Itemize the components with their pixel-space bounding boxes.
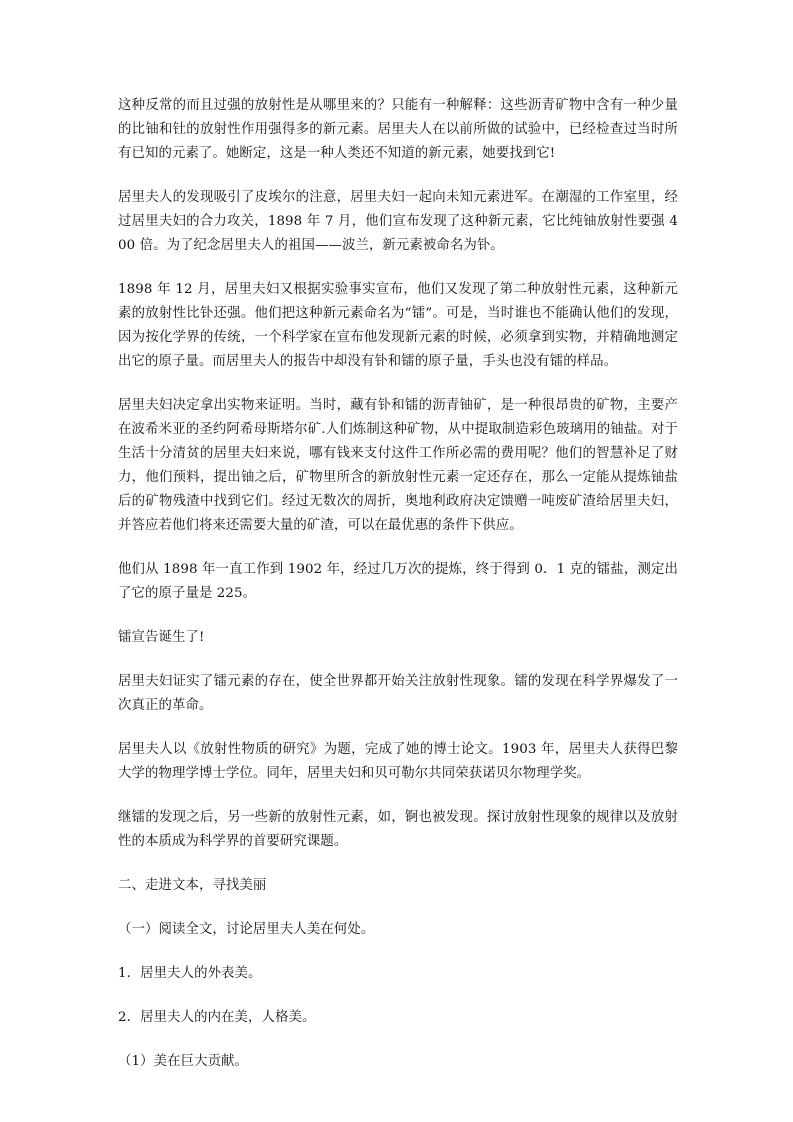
paragraph-radium-born: 镭宣告诞生了! bbox=[118, 630, 205, 645]
subsection-heading: （一）阅读全文，讨论居里夫人美在何处。 bbox=[118, 922, 375, 937]
paragraph-polonium-discovery: 居里夫人的发现吸引了皮埃尔的注意，居里夫妇一起向未知元素进军。在潮湿的工作室里，经过居里夫妇的合力攻关，1898 年 7 月，他们宣布发现了这种新元素，它比纯铀放射性要强 400 倍。为了纪念居里夫人的祖国——波兰，新元素被命名为钋。 bbox=[118, 190, 678, 253]
document-page bbox=[118, 94, 678, 1094]
paragraph-radioactivity-origin: 这种反常的而且过强的放射性是从哪里来的？只能有一种解释：这些沥青矿物中含有一种少量的比铀和钍的放射性作用强得多的新元素。居里夫人在以前所做的试验中，已经检查过当时所有已知的元素了。她断定，这是一种人类还不知道的新元素，她要找到它! bbox=[118, 98, 678, 161]
paragraph-new-elements: 继镭的发现之后，另一些新的放射性元素，如，锕也被发现。探讨放射性现象的规律以及放射性的本质成为科学界的首要研究课题。 bbox=[118, 810, 678, 849]
section-heading: 二、走进文本，寻找美丽 bbox=[118, 878, 267, 893]
paragraph-nobel-prize: 居里夫人以《放射性物质的研究》为题，完成了她的博士论文。1903 年，居里夫人获得巴黎大学的物理学博士学位。同年，居里夫妇和贝可勒尔共同荣获诺贝尔物理学奖。 bbox=[118, 742, 678, 781]
list-item-contribution: （1）美在巨大贡献。 bbox=[118, 1054, 249, 1069]
paragraph-ore-residue: 居里夫妇决定拿出实物来证明。当时，藏有钋和镭的沥青铀矿，是一种很昂贵的矿物，主要产在波希米亚的圣约阿希母斯塔尔矿.人们炼制这种矿物，从中提取制造彩色玻璃用的铀盐。对于生活十分清贫的居里夫妇来说，哪有钱来支付这件工作所必需的费用呢？他们的智慧补足了财力，他们预料，提出铀之后，矿物里所含的新放射性元素一定还存在，那么一定能从提炼铀盐后的矿物残渣中找到它们。经过无数次的周折，奥地利政府决定馈赠一吨废矿渣给居里夫妇，并答应若他们将来还需要大量的矿渣，可以在最优惠的条件下供应。 bbox=[118, 398, 678, 533]
list-item-outer-beauty: 1．居里夫人的外表美。 bbox=[118, 966, 262, 981]
paragraph-atomic-weight: 他们从 1898 年一直工作到 1902 年，经过几万次的提炼，终于得到 0．1 克的镭盐，测定出了它的原子量是 225。 bbox=[118, 562, 678, 601]
list-item-inner-beauty: 2．居里夫人的内在美，人格美。 bbox=[118, 1010, 316, 1025]
paragraph-revolution: 居里夫妇证实了镭元素的存在，使全世界都开始关注放射性现象。镭的发现在科学界爆发了一次真正的革命。 bbox=[118, 674, 678, 713]
paragraph-radium-announcement: 1898 年 12 月，居里夫妇又根据实验事实宣布，他们又发现了第二种放射性元素，这种新元素的放射性比钋还强。他们把这种新元素命名为“镭”。可是，当时谁也不能确认他们的发现，因为按化学界的传统，一个科学家在宣布他发现新元素的时候，必须拿到实物，并精确地测定出它的原子量。而居里夫人的报告中却没有钋和镭的原子量，手头也没有镭的样品。 bbox=[118, 282, 678, 369]
